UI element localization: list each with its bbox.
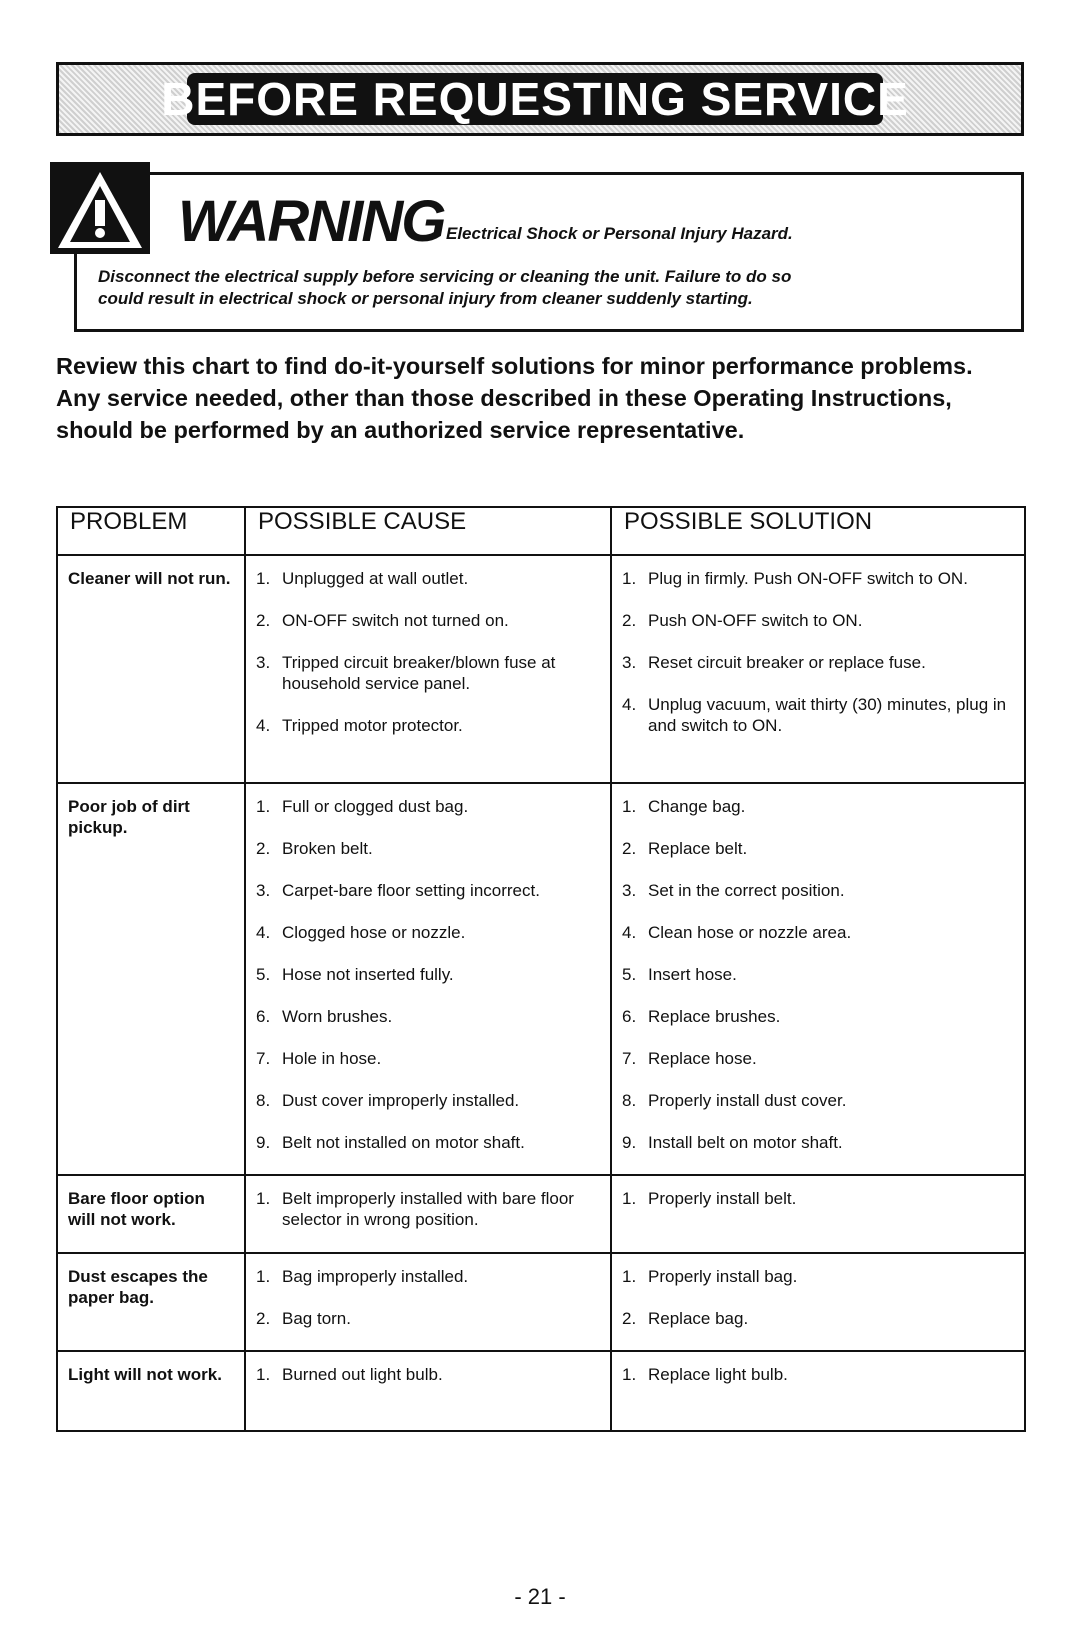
item-number: 2. xyxy=(622,611,637,630)
warning-subtitle: Electrical Shock or Personal Injury Hazard. xyxy=(446,224,793,243)
cause-item xyxy=(256,1048,602,1069)
solution-item xyxy=(622,610,1016,631)
warning-title: WARNING xyxy=(178,189,445,254)
item-text: Change bag. xyxy=(648,797,746,816)
cause-item xyxy=(256,568,602,589)
item-number: 1. xyxy=(622,1365,637,1384)
cause-cell xyxy=(245,1175,611,1253)
item-text: Belt not installed on motor shaft. xyxy=(282,1133,525,1152)
cause-item xyxy=(256,1006,602,1027)
item-number: 9. xyxy=(256,1133,271,1152)
solution-item xyxy=(622,880,1016,901)
item-text: Insert hose. xyxy=(648,965,737,984)
item-text: Push ON-OFF switch to ON. xyxy=(648,611,863,630)
warning-text-line: could result in electrical shock or personal injury from cleaner suddenly starting. xyxy=(98,289,753,308)
solution-item xyxy=(622,694,1016,736)
cause-item xyxy=(256,922,602,943)
item-number: 2. xyxy=(622,1309,637,1328)
item-number: 1. xyxy=(256,1365,271,1384)
item-number: 5. xyxy=(622,965,637,984)
item-text: Full or clogged dust bag. xyxy=(282,797,469,816)
cause-item xyxy=(256,1364,602,1385)
problem-cell: Cleaner will not run. xyxy=(57,555,245,783)
item-text: Worn brushes. xyxy=(282,1007,393,1026)
item-text: Clean hose or nozzle area. xyxy=(648,923,852,942)
item-text: Carpet-bare floor setting incorrect. xyxy=(282,881,540,900)
item-text: Burned out light bulb. xyxy=(282,1365,443,1384)
cause-item xyxy=(256,1090,602,1111)
item-number: 8. xyxy=(622,1091,637,1110)
item-number: 1. xyxy=(622,797,637,816)
item-text: Bag improperly installed. xyxy=(282,1267,469,1286)
cause-item xyxy=(256,964,602,985)
page-title: BEFORE REQUESTING SERVICE xyxy=(161,73,909,125)
cause-item xyxy=(256,715,602,736)
problem-cell: Poor job of dirt pickup. xyxy=(57,783,245,1175)
table-row xyxy=(57,1351,1025,1431)
item-number: 7. xyxy=(622,1049,637,1068)
troubleshooting-table xyxy=(56,506,1026,1432)
problem-cell: Dust escapes the paper bag. xyxy=(57,1253,245,1351)
cause-item xyxy=(256,1308,602,1329)
cause-item xyxy=(256,652,602,694)
solution-cell xyxy=(611,1175,1025,1253)
problem-cell: Bare floor option will not work. xyxy=(57,1175,245,1253)
cause-item xyxy=(256,610,602,631)
item-text: Plug in firmly. Push ON-OFF switch to ON. xyxy=(648,569,968,588)
cause-cell xyxy=(245,783,611,1175)
header-possible-solution: POSSIBLE SOLUTION xyxy=(611,507,1025,555)
item-number: 2. xyxy=(256,839,271,858)
item-text: Replace brushes. xyxy=(648,1007,781,1026)
cause-cell xyxy=(245,1351,611,1431)
item-text: Unplug vacuum, wait thirty (30) minutes, plug in and switch to ON. xyxy=(648,695,1007,735)
item-text: Properly install dust cover. xyxy=(648,1091,847,1110)
cause-item xyxy=(256,838,602,859)
item-number: 1. xyxy=(622,1189,637,1208)
page-number: - 21 - xyxy=(514,1584,566,1609)
item-number: 6. xyxy=(256,1007,271,1026)
solution-item xyxy=(622,1266,1016,1287)
item-text: Replace bag. xyxy=(648,1309,749,1328)
item-number: 1. xyxy=(622,1267,637,1286)
cause-item xyxy=(256,880,602,901)
item-text: Replace light bulb. xyxy=(648,1365,788,1384)
item-text: Properly install bag. xyxy=(648,1267,798,1286)
table-row xyxy=(57,783,1025,1175)
item-number: 3. xyxy=(622,653,637,672)
item-number: 6. xyxy=(622,1007,637,1026)
item-text: Replace belt. xyxy=(648,839,748,858)
table-row xyxy=(57,555,1025,783)
item-number: 1. xyxy=(256,1189,271,1208)
solution-item xyxy=(622,568,1016,589)
problem-cell: Light will not work. xyxy=(57,1351,245,1431)
item-text: Belt improperly installed with bare floor selector in wrong position. xyxy=(282,1189,574,1229)
item-number: 5. xyxy=(256,965,271,984)
item-number: 1. xyxy=(256,569,271,588)
item-text: Tripped circuit breaker/blown fuse at household service panel. xyxy=(282,653,556,693)
item-text: Hole in hose. xyxy=(282,1049,382,1068)
solution-item xyxy=(622,1132,1016,1153)
item-text: Properly install belt. xyxy=(648,1189,797,1208)
header-problem: PROBLEM xyxy=(57,507,245,555)
cause-item xyxy=(256,1132,602,1153)
item-text: Bag torn. xyxy=(282,1309,351,1328)
item-number: 4. xyxy=(256,923,271,942)
solution-item xyxy=(622,1364,1016,1385)
item-number: 2. xyxy=(622,839,637,858)
solution-cell xyxy=(611,555,1025,783)
item-number: 4. xyxy=(256,716,271,735)
item-number: 2. xyxy=(256,1309,271,1328)
cause-item xyxy=(256,1266,602,1287)
warning-text-line: Disconnect the electrical supply before servicing or cleaning the unit. Failure to do so xyxy=(98,267,792,286)
cause-item xyxy=(256,1188,602,1230)
item-number: 7. xyxy=(256,1049,271,1068)
cause-cell xyxy=(245,1253,611,1351)
item-text: Unplugged at wall outlet. xyxy=(282,569,469,588)
table-row xyxy=(57,1175,1025,1253)
solution-item xyxy=(622,964,1016,985)
solution-item xyxy=(622,1048,1016,1069)
solution-item xyxy=(622,1188,1016,1209)
solution-cell xyxy=(611,783,1025,1175)
item-text: Broken belt. xyxy=(282,839,373,858)
item-number: 2. xyxy=(256,611,271,630)
item-text: Install belt on motor shaft. xyxy=(648,1133,843,1152)
table-header-row xyxy=(57,507,1025,555)
item-text: Replace hose. xyxy=(648,1049,757,1068)
solution-item xyxy=(622,652,1016,673)
item-number: 1. xyxy=(256,797,271,816)
cause-cell xyxy=(245,555,611,783)
intro-paragraph: Review this chart to find do-it-yourself solutions for minor performance problems. Any service needed, other than those described in these Operating Instructions, should be performed by an authorized service representative. xyxy=(56,353,973,443)
item-number: 3. xyxy=(256,881,271,900)
solution-item xyxy=(622,838,1016,859)
item-text: Tripped motor protector. xyxy=(282,716,463,735)
warning-triangle-icon xyxy=(50,162,150,254)
item-text: Reset circuit breaker or replace fuse. xyxy=(648,653,926,672)
solution-item xyxy=(622,1090,1016,1111)
item-number: 4. xyxy=(622,923,637,942)
item-text: Clogged hose or nozzle. xyxy=(282,923,466,942)
table-row xyxy=(57,1253,1025,1351)
warning-text xyxy=(98,266,998,310)
item-text: Set in the correct position. xyxy=(648,881,845,900)
item-number: 4. xyxy=(622,695,637,714)
item-number: 1. xyxy=(622,569,637,588)
item-number: 3. xyxy=(256,653,271,672)
cause-item xyxy=(256,796,602,817)
item-number: 8. xyxy=(256,1091,271,1110)
item-number: 9. xyxy=(622,1133,637,1152)
item-number: 3. xyxy=(622,881,637,900)
solution-cell xyxy=(611,1351,1025,1431)
header-possible-cause: POSSIBLE CAUSE xyxy=(245,507,611,555)
item-text: ON-OFF switch not turned on. xyxy=(282,611,509,630)
solution-cell xyxy=(611,1253,1025,1351)
solution-item xyxy=(622,1308,1016,1329)
item-text: Dust cover improperly installed. xyxy=(282,1091,520,1110)
solution-item xyxy=(622,1006,1016,1027)
item-number: 1. xyxy=(256,1267,271,1286)
section-banner xyxy=(56,62,1024,136)
solution-item xyxy=(622,796,1016,817)
solution-item xyxy=(622,922,1016,943)
item-text: Hose not inserted fully. xyxy=(282,965,454,984)
